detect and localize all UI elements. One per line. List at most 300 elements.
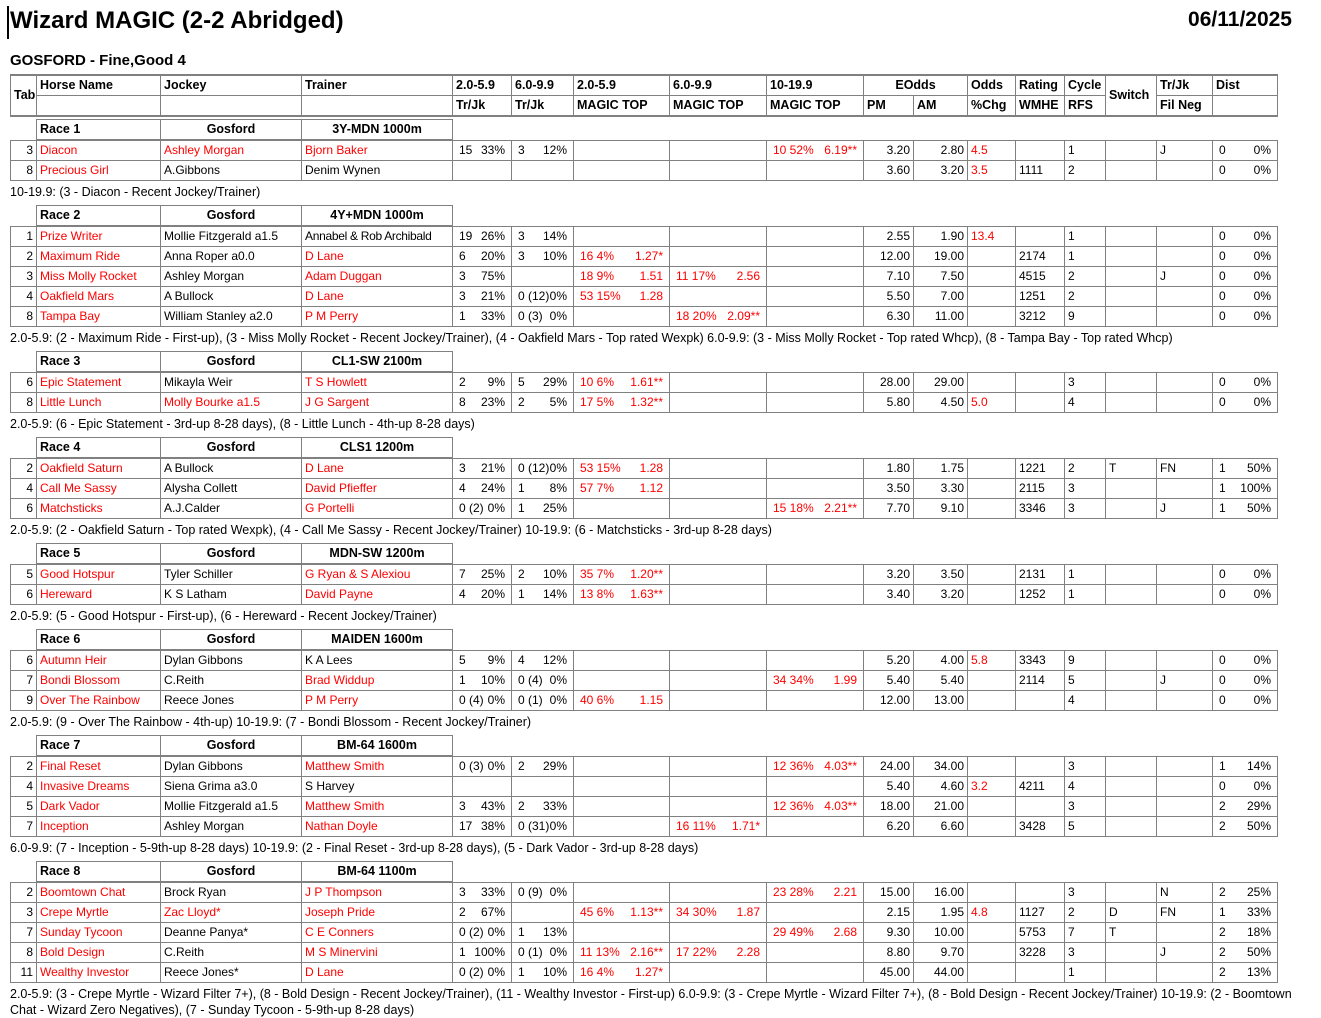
trjk-2059-cell: [453, 756, 512, 777]
rating-wmhe-cell: [1016, 140, 1065, 161]
race-venue: Gosford: [161, 736, 302, 757]
magictop-2059-cell-right: 1.13**: [630, 905, 663, 919]
dist-cell-right: 14%: [1246, 758, 1271, 773]
magictop-2059-cell: [574, 585, 670, 605]
trjk-6099-cell: [512, 797, 574, 817]
magictop-10199-cell: [767, 226, 864, 247]
horse-name-cell: Bondi Blossom: [37, 671, 161, 691]
dist-cell-left: 0: [1219, 566, 1226, 581]
trjk-filneg-cell: [1157, 777, 1213, 797]
jockey-cell: William Stanley a2.0: [161, 307, 302, 327]
magictop-2059-cell: [574, 797, 670, 817]
horse-name-cell: Autumn Heir: [37, 650, 161, 671]
magictop-10199-cell: [767, 372, 864, 393]
dist-cell-left: 0: [1219, 673, 1226, 687]
odds-chg-cell: 4.8: [968, 903, 1016, 923]
horse-row: [11, 671, 1278, 691]
col-pm: PM: [864, 96, 914, 117]
trjk-6099-cell: [512, 691, 574, 711]
race-block: [10, 351, 1311, 432]
race-name: Race 3: [37, 352, 161, 373]
horse-row: [11, 226, 1278, 247]
dist-cell-left: 2: [1219, 945, 1226, 959]
magictop-10199-cell: [767, 479, 864, 499]
magictop-6099-cell: [670, 226, 767, 247]
magictop-10199-cell: [767, 882, 864, 903]
trainer-cell: C E Conners: [302, 923, 453, 943]
race-block: [10, 735, 1311, 856]
trjk-2059-cell-right: 21%: [480, 460, 505, 475]
trjk-2059-cell-right: 9%: [487, 374, 505, 389]
trjk-6099-cell: [512, 247, 574, 267]
race-footnote: 2.0-5.9: (6 - Epic Statement - 3rd-up 8-28 days), (8 - Little Lunch - 4th-up 8-28 days): [10, 417, 475, 431]
race-venue: Gosford: [161, 206, 302, 227]
odds-chg-cell: 13.4: [968, 226, 1016, 247]
cycle-rfs-cell: 5: [1065, 671, 1106, 691]
trjk-filneg-cell: [1157, 691, 1213, 711]
rating-wmhe-cell: 2115: [1016, 479, 1065, 499]
dist-cell-left: 2: [1219, 884, 1226, 899]
jockey-cell: A.J.Calder: [161, 499, 302, 519]
magictop-2059-cell-left: 16 4%: [580, 249, 615, 263]
dist-cell-left: 2: [1219, 799, 1226, 813]
header-row-2: [11, 96, 1278, 117]
odds-chg-cell: [968, 817, 1016, 837]
col-trainer-sub: [302, 96, 453, 117]
magictop-10199-cell-right: 4.03**: [824, 758, 857, 773]
dist-cell: [1213, 691, 1278, 711]
magictop-2059-cell-right: 1.61**: [630, 374, 663, 389]
horse-row: [11, 140, 1278, 161]
col-trjk-2059-band: 2.0-5.9: [453, 75, 512, 96]
horse-row: [11, 797, 1278, 817]
trjk-6099-cell-left: 3: [518, 249, 525, 263]
trjk-2059-cell: [453, 226, 512, 247]
dist-cell: [1213, 903, 1278, 923]
trjk-2059-cell-right: 38%: [480, 819, 505, 833]
magictop-6099-cell-right: 1.71*: [731, 819, 760, 833]
magictop-2059-cell-right: 1.27*: [634, 249, 663, 263]
switch-cell: [1106, 564, 1157, 585]
am-odds-cell: 6.60: [914, 817, 968, 837]
race-header-row: [11, 544, 1278, 565]
magictop-10199-cell: [767, 777, 864, 797]
race-table: [10, 861, 1278, 983]
magictop-2059-cell: [574, 564, 670, 585]
odds-chg-cell: [968, 797, 1016, 817]
trjk-2059-cell-right: 67%: [480, 905, 505, 919]
pm-odds-cell: 3.20: [864, 140, 914, 161]
trjk-filneg-cell: N: [1157, 882, 1213, 903]
magictop-6099-cell: [670, 247, 767, 267]
switch-cell: [1106, 963, 1157, 983]
magictop-10199-cell: [767, 247, 864, 267]
race-header-spacer: [11, 736, 37, 757]
magictop-2059-cell: [574, 372, 670, 393]
trjk-2059-cell: [453, 671, 512, 691]
switch-cell: [1106, 650, 1157, 671]
dist-cell-right: 13%: [1246, 965, 1271, 979]
pm-odds-cell: 7.70: [864, 499, 914, 519]
magictop-6099-cell: [670, 650, 767, 671]
am-odds-cell: 44.00: [914, 963, 968, 983]
switch-cell: [1106, 797, 1157, 817]
magictop-10199-cell: [767, 564, 864, 585]
jockey-cell: Mikayla Weir: [161, 372, 302, 393]
trjk-6099-cell: [512, 585, 574, 605]
magictop-10199-cell: [767, 458, 864, 479]
cycle-rfs-cell: 9: [1065, 307, 1106, 327]
dist-cell-left: 2: [1219, 819, 1226, 833]
col-filneg: Fil Neg: [1157, 96, 1213, 117]
trjk-6099-cell-right: 0%: [549, 673, 567, 687]
odds-chg-cell: [968, 963, 1016, 983]
dist-cell: [1213, 247, 1278, 267]
trjk-6099-cell-left: 0 (1): [518, 945, 543, 959]
trjk-6099-cell-right: 0%: [549, 289, 567, 303]
magictop-10199-cell: [767, 903, 864, 923]
dist-cell-right: 0%: [1253, 142, 1271, 157]
dist-cell-right: 0%: [1253, 652, 1271, 667]
trjk-2059-cell-left: 3: [459, 269, 466, 283]
odds-chg-cell: [968, 691, 1016, 711]
col-odds: Odds: [968, 75, 1016, 96]
magictop-2059-cell-left: 35 7%: [580, 566, 615, 581]
trainer-cell: Annabel & Rob Archibald: [302, 226, 453, 247]
trjk-6099-cell: [512, 161, 574, 181]
magictop-10199-cell-right: 2.21**: [824, 501, 857, 515]
tab-cell: 6: [11, 372, 37, 393]
trjk-filneg-cell: [1157, 247, 1213, 267]
odds-chg-cell: [968, 671, 1016, 691]
trjk-2059-cell-left: 17: [459, 819, 473, 833]
horse-name-cell: Invasive Dreams: [37, 777, 161, 797]
trjk-2059-cell: [453, 287, 512, 307]
dist-cell-right: 50%: [1246, 945, 1271, 959]
pm-odds-cell: 15.00: [864, 882, 914, 903]
dist-cell-left: 0: [1219, 163, 1226, 177]
cycle-rfs-cell: 3: [1065, 882, 1106, 903]
tab-cell: 8: [11, 393, 37, 413]
trjk-6099-cell-left: 1: [518, 587, 525, 601]
am-odds-cell: 3.30: [914, 479, 968, 499]
trjk-2059-cell-left: 2: [459, 374, 466, 389]
trjk-2059-cell: [453, 564, 512, 585]
trjk-6099-cell-right: 10%: [542, 965, 567, 979]
trjk-2059-cell-right: 10%: [480, 673, 505, 687]
trjk-2059-cell-left: 1: [459, 673, 466, 687]
am-odds-cell: 3.50: [914, 564, 968, 585]
trjk-6099-cell: [512, 458, 574, 479]
switch-cell: T: [1106, 458, 1157, 479]
odds-chg-cell: [968, 756, 1016, 777]
trjk-2059-cell: [453, 247, 512, 267]
rating-wmhe-cell: [1016, 797, 1065, 817]
cycle-rfs-cell: 1: [1065, 140, 1106, 161]
trjk-2059-cell-left: 3: [459, 460, 466, 475]
dist-cell: [1213, 161, 1278, 181]
odds-chg-cell: [968, 458, 1016, 479]
dist-cell-right: 0%: [1253, 249, 1271, 263]
col-eodds: EOdds: [864, 75, 968, 96]
magictop-2059-cell-right: 1.32**: [630, 395, 663, 409]
col-dist-sub: [1213, 96, 1278, 117]
race-header-filler: [453, 544, 1278, 565]
pm-odds-cell: 7.10: [864, 267, 914, 287]
trjk-6099-cell: [512, 226, 574, 247]
jockey-cell: Reece Jones: [161, 691, 302, 711]
races-container: [10, 119, 1311, 1018]
trjk-6099-cell-right: 0%: [549, 309, 567, 323]
tab-cell: 4: [11, 479, 37, 499]
magictop-6099-cell: [670, 287, 767, 307]
horse-row: [11, 585, 1278, 605]
jockey-cell: C.Reith: [161, 671, 302, 691]
horse-name-cell: Maximum Ride: [37, 247, 161, 267]
trjk-filneg-cell: [1157, 307, 1213, 327]
race-block: [10, 861, 1311, 1018]
trjk-2059-cell-left: 15: [459, 142, 473, 157]
am-odds-cell: 7.50: [914, 267, 968, 287]
magictop-2059-cell-left: 45 6%: [580, 905, 615, 919]
trainer-cell: Joseph Pride: [302, 903, 453, 923]
trjk-2059-cell-left: 7: [459, 566, 466, 581]
col-trainer: Trainer: [302, 75, 453, 96]
trjk-2059-cell-right: 0%: [487, 758, 505, 773]
trjk-2059-cell-left: 3: [459, 799, 466, 813]
switch-cell: [1106, 372, 1157, 393]
horse-name-cell: Epic Statement: [37, 372, 161, 393]
trjk-2059-cell: [453, 923, 512, 943]
trjk-6099-cell: [512, 267, 574, 287]
magictop-6099-cell: [670, 585, 767, 605]
dist-cell-left: 0: [1219, 587, 1226, 601]
race-table: [10, 629, 1278, 711]
col-magictop-10199-sub: MAGIC TOP: [767, 96, 864, 117]
dist-cell-right: 0%: [1253, 228, 1271, 243]
trainer-cell: S Harvey: [302, 777, 453, 797]
trjk-filneg-cell: J: [1157, 499, 1213, 519]
race-header-filler: [453, 352, 1278, 373]
horse-name-cell: Tampa Bay: [37, 307, 161, 327]
trjk-2059-cell-left: 1: [459, 309, 466, 323]
trjk-6099-cell-left: 0 (1): [518, 693, 543, 707]
race-header-spacer: [11, 630, 37, 651]
rating-wmhe-cell: [1016, 372, 1065, 393]
cycle-rfs-cell: 2: [1065, 267, 1106, 287]
race-header-filler: [453, 120, 1278, 141]
magictop-6099-cell: [670, 161, 767, 181]
trjk-6099-cell-left: 5: [518, 374, 525, 389]
race-header-filler: [453, 630, 1278, 651]
magictop-2059-cell-left: 40 6%: [580, 693, 615, 707]
race-info: MDN-SW 1200m: [302, 544, 453, 565]
odds-chg-cell: [968, 372, 1016, 393]
race-table: [10, 543, 1278, 605]
race-table: [10, 205, 1278, 327]
trjk-6099-cell: [512, 372, 574, 393]
am-odds-cell: 9.70: [914, 943, 968, 963]
trjk-6099-cell: [512, 963, 574, 983]
col-tab: Tab: [11, 75, 37, 116]
magictop-10199-cell-right: 4.03**: [824, 799, 857, 813]
race-venue: Gosford: [161, 120, 302, 141]
tab-cell: 2: [11, 882, 37, 903]
magictop-2059-cell-right: 1.20**: [630, 566, 663, 581]
tab-cell: 11: [11, 963, 37, 983]
horse-row: [11, 963, 1278, 983]
magictop-10199-cell-right: 1.99: [833, 673, 857, 687]
trjk-6099-cell-left: 0 (12): [518, 460, 550, 475]
cycle-rfs-cell: 1: [1065, 247, 1106, 267]
trjk-6099-cell: [512, 923, 574, 943]
trainer-cell: J G Sargent: [302, 393, 453, 413]
col-horse-name-sub: [37, 96, 161, 117]
horse-name-cell: Precious Girl: [37, 161, 161, 181]
odds-chg-cell: 3.2: [968, 777, 1016, 797]
trjk-6099-cell-right: 12%: [542, 652, 567, 667]
magictop-6099-cell: [670, 691, 767, 711]
dist-cell: [1213, 817, 1278, 837]
horse-row: [11, 777, 1278, 797]
race-table: [10, 735, 1278, 837]
trjk-2059-cell-left: 1: [459, 945, 466, 959]
dist-cell-right: 0%: [1253, 309, 1271, 323]
cycle-rfs-cell: 1: [1065, 585, 1106, 605]
cycle-rfs-cell: 3: [1065, 943, 1106, 963]
magictop-6099-cell: [670, 671, 767, 691]
magictop-6099-cell: [670, 882, 767, 903]
trjk-2059-cell-left: 5: [459, 652, 466, 667]
trjk-6099-cell-right: 14%: [542, 228, 567, 243]
jockey-cell: C.Reith: [161, 943, 302, 963]
magictop-10199-cell-left: 10 52%: [773, 142, 814, 157]
column-header-table: [10, 74, 1278, 117]
trjk-2059-cell-left: 4: [459, 587, 466, 601]
trainer-cell: David Payne: [302, 585, 453, 605]
magictop-6099-cell-left: 34 30%: [676, 905, 717, 919]
odds-chg-cell: 5.0: [968, 393, 1016, 413]
horse-row: [11, 756, 1278, 777]
magictop-6099-cell-left: 16 11%: [676, 819, 716, 833]
trjk-2059-cell-right: 75%: [480, 269, 505, 283]
dist-cell: [1213, 756, 1278, 777]
cycle-rfs-cell: 3: [1065, 797, 1106, 817]
trjk-6099-cell-right: 10%: [542, 566, 567, 581]
trjk-2059-cell-left: 19: [459, 228, 473, 243]
trainer-cell: G Portelli: [302, 499, 453, 519]
trjk-6099-cell-left: 1: [518, 481, 525, 495]
jockey-cell: Molly Bourke a1.5: [161, 393, 302, 413]
dist-cell: [1213, 226, 1278, 247]
header-row-1: [11, 75, 1278, 96]
magictop-6099-cell: [670, 903, 767, 923]
switch-cell: [1106, 140, 1157, 161]
cycle-rfs-cell: 2: [1065, 161, 1106, 181]
horse-name-cell: Diacon: [37, 140, 161, 161]
magictop-2059-cell-left: 13 8%: [580, 587, 615, 601]
trjk-filneg-cell: FN: [1157, 458, 1213, 479]
switch-cell: [1106, 691, 1157, 711]
horse-row: [11, 564, 1278, 585]
trjk-filneg-cell: [1157, 372, 1213, 393]
am-odds-cell: 13.00: [914, 691, 968, 711]
magictop-2059-cell-left: 18 9%: [580, 269, 615, 283]
trjk-6099-cell-left: 0 (4): [518, 673, 543, 687]
race-footnote: 2.0-5.9: (2 - Maximum Ride - First-up), (3 - Miss Molly Rocket - Recent Jockey/Trainer), (4 - Oakfield Mars - Top rated Wexpk) 6.0-9.9: (3 - Miss Molly Rocket - Top rated Whcp), (8 - Tampa Bay - Top rated Whcp): [10, 331, 1173, 345]
race-info: CL1-SW 2100m: [302, 352, 453, 373]
horse-name-cell: Final Reset: [37, 756, 161, 777]
pm-odds-cell: 28.00: [864, 372, 914, 393]
rating-wmhe-cell: 3343: [1016, 650, 1065, 671]
magictop-2059-cell: [574, 161, 670, 181]
magictop-6099-cell-right: 1.87: [736, 905, 760, 919]
trainer-cell: D Lane: [302, 247, 453, 267]
trjk-2059-cell: [453, 267, 512, 287]
trjk-2059-cell-left: 0 (2): [459, 501, 484, 515]
trjk-2059-cell: [453, 817, 512, 837]
magictop-10199-cell-left: 23 28%: [773, 884, 814, 899]
race-header-row: [11, 862, 1278, 883]
rating-wmhe-cell: 5753: [1016, 923, 1065, 943]
magictop-10199-cell-left: 15 18%: [773, 501, 814, 515]
title-row: [10, 4, 1311, 46]
trjk-2059-cell-left: 0 (2): [459, 965, 484, 979]
race-info: BM-64 1600m: [302, 736, 453, 757]
race-footnote: 10-19.9: (3 - Diacon - Recent Jockey/Trainer): [10, 185, 261, 199]
col-horse-name: Horse Name: [37, 75, 161, 96]
trjk-2059-cell-right: 20%: [480, 587, 505, 601]
dist-cell-right: 50%: [1246, 501, 1271, 515]
rating-wmhe-cell: 1221: [1016, 458, 1065, 479]
switch-cell: [1106, 479, 1157, 499]
trjk-6099-cell: [512, 307, 574, 327]
trainer-cell: Adam Duggan: [302, 267, 453, 287]
am-odds-cell: 1.95: [914, 903, 968, 923]
race-header-row: [11, 630, 1278, 651]
race-block: [10, 119, 1311, 200]
magictop-2059-cell-right: 1.51: [639, 269, 663, 283]
jockey-cell: Reece Jones*: [161, 963, 302, 983]
magictop-6099-cell: [670, 817, 767, 837]
race-venue: Gosford: [161, 630, 302, 651]
race-header-row: [11, 736, 1278, 757]
rating-wmhe-cell: 3212: [1016, 307, 1065, 327]
dist-cell-right: 0%: [1253, 566, 1271, 581]
magictop-10199-cell: [767, 307, 864, 327]
dist-cell-right: 50%: [1246, 460, 1271, 475]
dist-cell: [1213, 307, 1278, 327]
jockey-cell: Zac Lloyd*: [161, 903, 302, 923]
race-header-spacer: [11, 120, 37, 141]
switch-cell: T: [1106, 923, 1157, 943]
tab-cell: 8: [11, 307, 37, 327]
horse-row: [11, 479, 1278, 499]
horse-name-cell: Bold Design: [37, 943, 161, 963]
horse-name-cell: Hereward: [37, 585, 161, 605]
trjk-2059-cell: [453, 140, 512, 161]
trjk-2059-cell-right: 0%: [487, 965, 505, 979]
cycle-rfs-cell: 3: [1065, 499, 1106, 519]
dist-cell-left: 1: [1219, 905, 1226, 919]
race-footnote: 6.0-9.9: (7 - Inception - 5-9th-up 8-28 days) 10-19.9: (2 - Final Reset - 3rd-up 8-28 days), (5 - Dark Vador - 3rd-up 8-28 days): [10, 841, 699, 855]
trjk-filneg-cell: [1157, 161, 1213, 181]
trjk-2059-cell-right: 23%: [480, 395, 505, 409]
tab-cell: 6: [11, 499, 37, 519]
horse-name-cell: Sunday Tycoon: [37, 923, 161, 943]
race-header-row: [11, 438, 1278, 459]
jockey-cell: Siena Grima a3.0: [161, 777, 302, 797]
